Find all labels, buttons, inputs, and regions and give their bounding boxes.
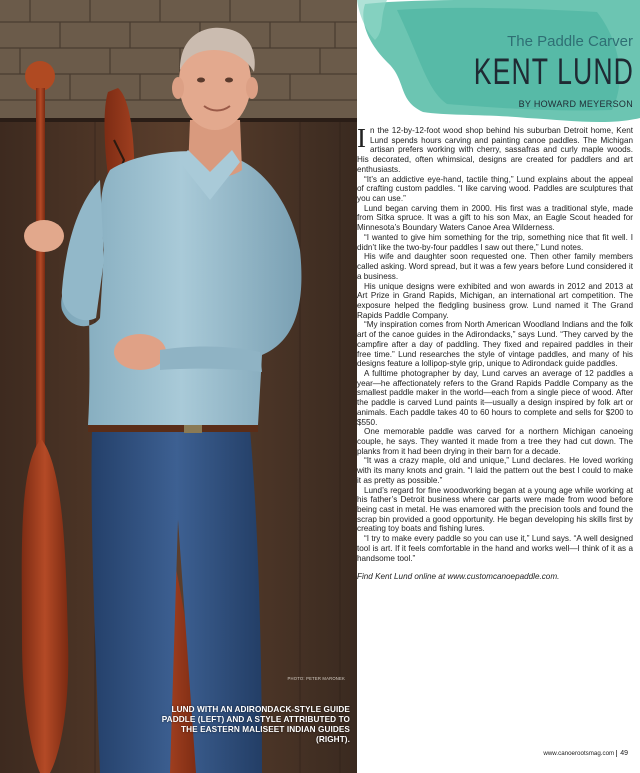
- article-paragraph: “It was a crazy maple, old and unique,” Lund declares. He loved working with its many knots and grain. “I laid the pattern out the best I could to make it as pretty as possible.”: [357, 456, 633, 485]
- article-paragraph: In the 12-by-12-foot wood shop behind his suburban Detroit home, Kent Lund spends hours carving and painting canoe paddles. The Michigan artisan prefers working with cherry, sassafras and curly maple woods. His decorated, often whimsical, designs are created for paddlers and art enthusiasts.: [357, 123, 633, 174]
- article-paragraph: “It’s an addictive eye-hand, tactile thing,” Lund explains about the appeal of crafting custom paddles. “I like carving wood. Paddles are sculptures that you can use.”: [357, 174, 633, 204]
- folio-site: www.canoerootsmag.com: [543, 750, 615, 757]
- article-paragraph: A fulltime photographer by day, Lund carves an average of 12 paddles a year—he affectionately refers to the Grand Rapids Paddle Company as the smallest paddle maker in the world—each from a single piece of wood. After the paddle is carved Lund paints it—usually a design inspired by folk art or animals. Each paddle takes 40 to 60 hours to complete and sells for $200 to $550.: [357, 368, 633, 427]
- article-headline: KENT LUND: [473, 51, 634, 92]
- website-note: Find Kent Lund online at www.customcanoepaddle.com.: [357, 572, 560, 582]
- drop-cap: I: [357, 123, 366, 153]
- page-number: 49: [616, 750, 628, 757]
- article-paragraph: “My inspiration comes from North American Woodland Indians and the folk art of the canoe guides in the Adirondacks,” says Lund. “They carved by the campfire after a day of paddling. They fixed and repaired paddles in their free time.” Lund researches the style of vintage paddles, and many of his designs feature a lollipop-style grip, unique to Adirondack guide paddles.: [357, 320, 633, 369]
- article-body: [357, 123, 633, 582]
- page-folio: [543, 750, 628, 757]
- article-column: [357, 0, 640, 773]
- photo-caption: LUND WITH AN ADIRONDACK-STYLE GUIDE PADDLE (LEFT) AND A STYLE ATTRIBUTED TO THE EASTERN MALISEET INDIAN GUIDES (RIGHT).: [161, 705, 350, 744]
- article-paragraph: “I wanted to give him something for the trip, something nice that fit well. I didn’t like the two-by-four paddles I saw out there,” Lund notes.: [357, 232, 633, 252]
- article-paragraph: “I try to make every paddle so you can use it,” Lund says. “A well designed tool is art. If it feels comfortable in the hand and works well—I think of it as a handsome tool.”: [357, 534, 633, 563]
- photo-credit: PHOTO: PETER MARONEK: [287, 676, 345, 681]
- article-kicker: The Paddle Carver: [507, 33, 633, 50]
- article-paragraph: His unique designs were exhibited and won awards in 2012 and 2013 at Art Prize in Grand Rapids, Michigan, an international art competition. The exposure helped the fledgling business grow. Lund named it The Grand Rapids Paddle Company.: [357, 281, 633, 320]
- article-paragraph: One memorable paddle was carved for a northern Michigan canoeing couple, he says. They wanted it made from a tree they had cut down. The planks from it had been drying in their barn for a decade.: [357, 427, 633, 456]
- article-paragraph: Lund began carving them in 2000. His first was a traditional style, made from Sitka spruce. It was a gift to his son Max, an Eagle Scout headed for Minnesota’s Boundary Waters Canoe Area Wilderness.: [357, 203, 633, 233]
- article-paragraph: His wife and daughter soon requested one. Then other family members called asking. Word spread, but it was a few years before Lund considered it a business.: [357, 252, 633, 281]
- article-paragraph: Lund’s regard for fine woodworking began at a young age while working at his father’s Detroit business where car parts were made from wood before being cast in metal. He was enamored with the precision tools and found the scrap bin provided a good opportunity. He began developing his skills first by creating toy boats and fishing lures.: [357, 485, 633, 534]
- article-byline: BY HOWARD MEYERSON: [518, 99, 633, 109]
